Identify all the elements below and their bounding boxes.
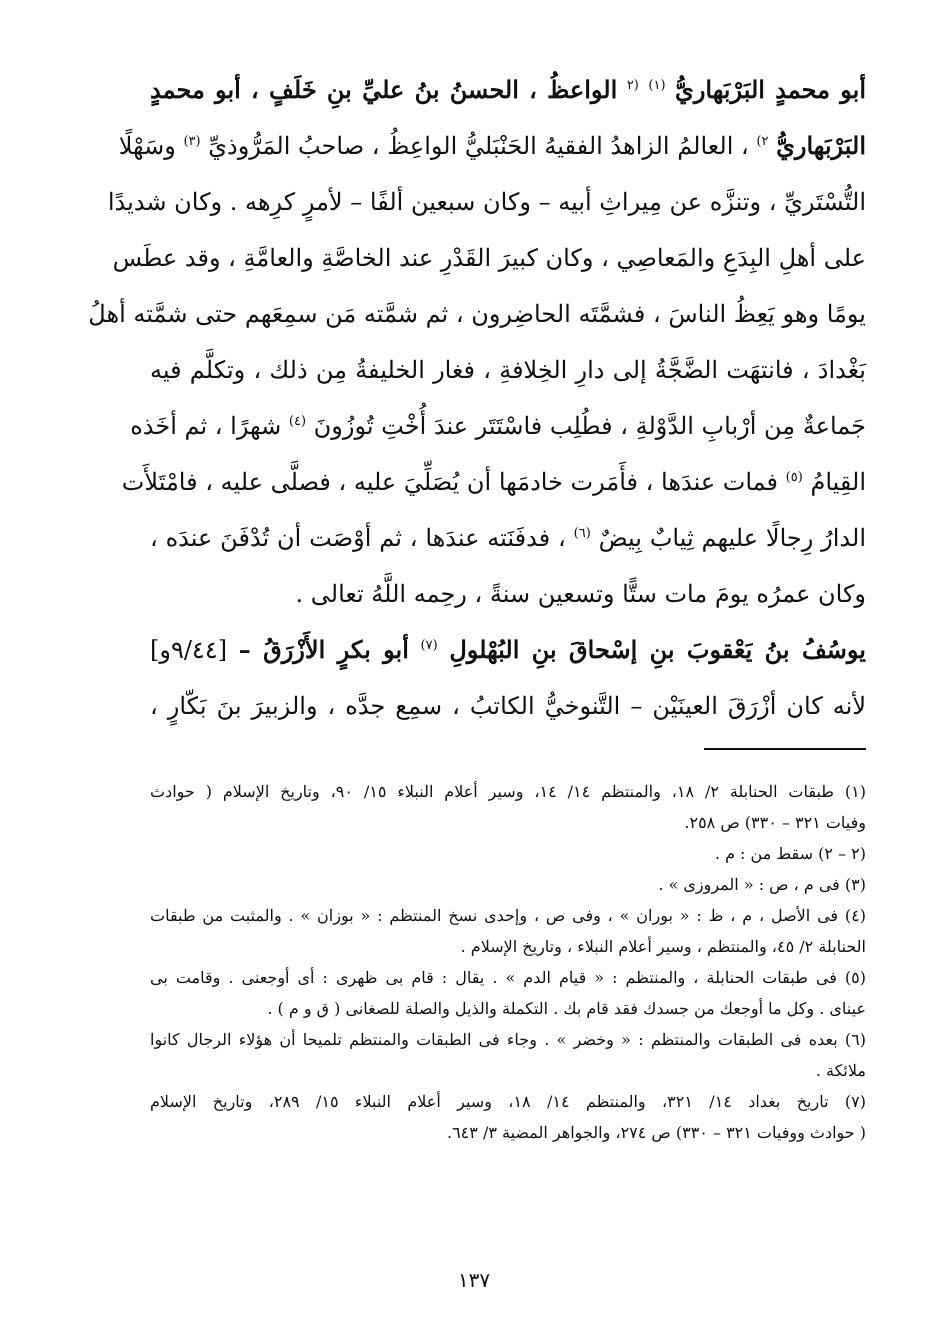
text-segment: فمات عندَها ، فأَمَرت خادمَها أن يُصَلِّيَ عليه ، فصلَّى عليه ، فامْتَلأَت xyxy=(121,468,779,496)
footnote-line: (٢ – ٢) سقط من : م . xyxy=(714,844,866,863)
text-line xyxy=(150,510,866,566)
text-segment: القِيامُ xyxy=(810,468,866,496)
footnote-ref: ٢) xyxy=(756,134,769,149)
footnote-line: (٥) فى طبقات الحنابلة ، والمنتظم : « قيام الدم » . يقال : قام بى ظهرى : أى أوجعنى . وقامت بى xyxy=(150,968,866,987)
entry-name: يوسُفُ بنُ يَعْقوبَ بنِ إسْحاقَ بنِ البُهْلولِ xyxy=(449,635,866,664)
footnote-line: (١) طبقات الحنابلة ٢/ ١٨، والمنتظم ١٤/ ١٤، وسير أعلام النبلاء ١٥/ ٩٠، وتاريخ الإسلام ( حوادث xyxy=(150,782,866,801)
text-line: يومًا وهو يَعِظُ الناسَ ، فشمَّتَه الحاضِرون ، ثم شمَّته مَن سمِعَهم حتى شمَّته أهلُ xyxy=(88,300,866,328)
manuscript-folio-ref: [٩/٤٤و] xyxy=(150,636,228,664)
entry-name: أبو محمدٍ البَرْبَهاريُّ xyxy=(675,75,866,104)
text-line xyxy=(121,454,866,510)
main-text xyxy=(88,62,866,734)
text-segment: شهرًا ، ثم أخَذه xyxy=(130,412,282,440)
text-line xyxy=(130,398,866,454)
entry-name: البَرْبَهاريُّ xyxy=(776,131,866,160)
entry-name: أبو بكرٍ الأَزْرَقُ – xyxy=(238,635,409,664)
text-line: بَغْدادَ ، فانتهَت الضَّجَّةُ إلى دارِ الخِلافةِ ، فغار الخليفةُ مِن ذلك ، وتكلَّم فيه xyxy=(150,356,866,384)
footnote-line: الحنابلة ٢/ ٤٥، والمنتظم ، وسير أعلام النبلاء ، وتاريخ الإسلام . xyxy=(460,937,866,956)
footnote-line: عيناى . وكل ما أوجعك من جسدك فقد قام بك . التكملة والذيل والصلة للصغانى ( ق و م ) . xyxy=(267,999,866,1018)
footnote-line: (٦) بعده فى الطبقات والمنتظم : « وخضر » . وجاء فى الطبقات والمنتظم تلميحا أن هؤلاء الرجال كانوا xyxy=(150,1030,867,1049)
text-line: التُّسْتَريِّ ، وتنزَّه عن مِيراثِ أبيه – وكان سبعين ألفًا – لأمرٍ كرِهه . وكان شديدًا xyxy=(107,188,866,216)
footnote-ref: (٢ xyxy=(626,78,639,93)
text-segment: ، فدفَنَته عندَها ، ثم أوْصَت أن تُدْفَنَ عندَه ، xyxy=(150,524,566,552)
footnote-line: وفيات ٣٢١ – ٣٣٠) ص ٢٥٨. xyxy=(684,813,866,832)
footnote-line: ( حوادث ووفيات ٣٢١ – ٣٣٠) ص ٢٧٤، والجواهر المضية ٣/ ٦٤٣. xyxy=(446,1123,866,1142)
text-segment: وسَهْلًا xyxy=(118,132,176,160)
text-segment: جَماعةٌ مِن أرْبابِ الدَّوْلةِ ، فطُلِب فاسْتَتَر عندَ أُخْتِ تُوزُونَ xyxy=(313,412,866,440)
text-line: لأنه كان أزْرَقَ العينَيْن – التَّنوخيُّ الكاتبُ ، سمِع جدَّه ، والزبيرَ بنَ بَكّارٍ ، xyxy=(150,692,866,720)
footnote-line: (٤) فى الأصل ، م ، ظ : « بوران » ، وفى ص ، وإحدى نسخ المنتظم : « بوزان » . والمثبت من طبقات xyxy=(150,906,866,925)
footnote-line: ملائكة . xyxy=(815,1061,866,1080)
entry-name: الواعظُ ، الحسنُ بنُ عليِّ بنِ خَلَفٍ ، أبو محمدٍ xyxy=(150,75,618,104)
footnote-ref: (٦) xyxy=(573,526,591,541)
text-line xyxy=(118,118,866,174)
text-segment: ، العالمُ الزاهدُ الفقيهُ الحَنْبَليُّ الواعِظُ ، صاحبُ المَرُّوذيِّ xyxy=(208,132,749,160)
footnote-ref: (٤) xyxy=(288,414,307,429)
footnote-ref: (١) xyxy=(648,78,666,93)
footnote-line: (٣) فى م ، ص : « المروزى » . xyxy=(658,875,866,894)
text-segment: الدارُ رِجالًا عليهم ثِيابٌ بِيضٌ xyxy=(598,524,866,552)
footnote-separator xyxy=(704,748,866,750)
text-line xyxy=(150,62,866,118)
text-line xyxy=(150,622,866,678)
footnotes xyxy=(150,776,866,1148)
page-number: ١٣٧ xyxy=(457,1268,491,1292)
text-line: وكان عمرُه يومَ مات ستًّا وتسعين سنةً ، رحِمه اللَّهُ تعالى . xyxy=(295,580,866,608)
footnote-line: (٧) تاريخ بغداد ١٤/ ٣٢١، والمنتظم ١٤/ ١٨، وسير أعلام النبلاء ١٥/ ٢٨٩، وتاريخ الإسلام xyxy=(150,1092,866,1111)
footnote-ref: (٥) xyxy=(785,470,803,485)
footnote-ref: (٧) xyxy=(420,638,438,653)
text-line: على أهلِ البِدَعِ والمَعاصِي ، وكان كبيرَ القَدْرِ عند الخاصَّةِ والعامَّةِ ، وقد عطَس xyxy=(112,244,866,272)
footnote-ref: (٣) xyxy=(183,134,201,149)
